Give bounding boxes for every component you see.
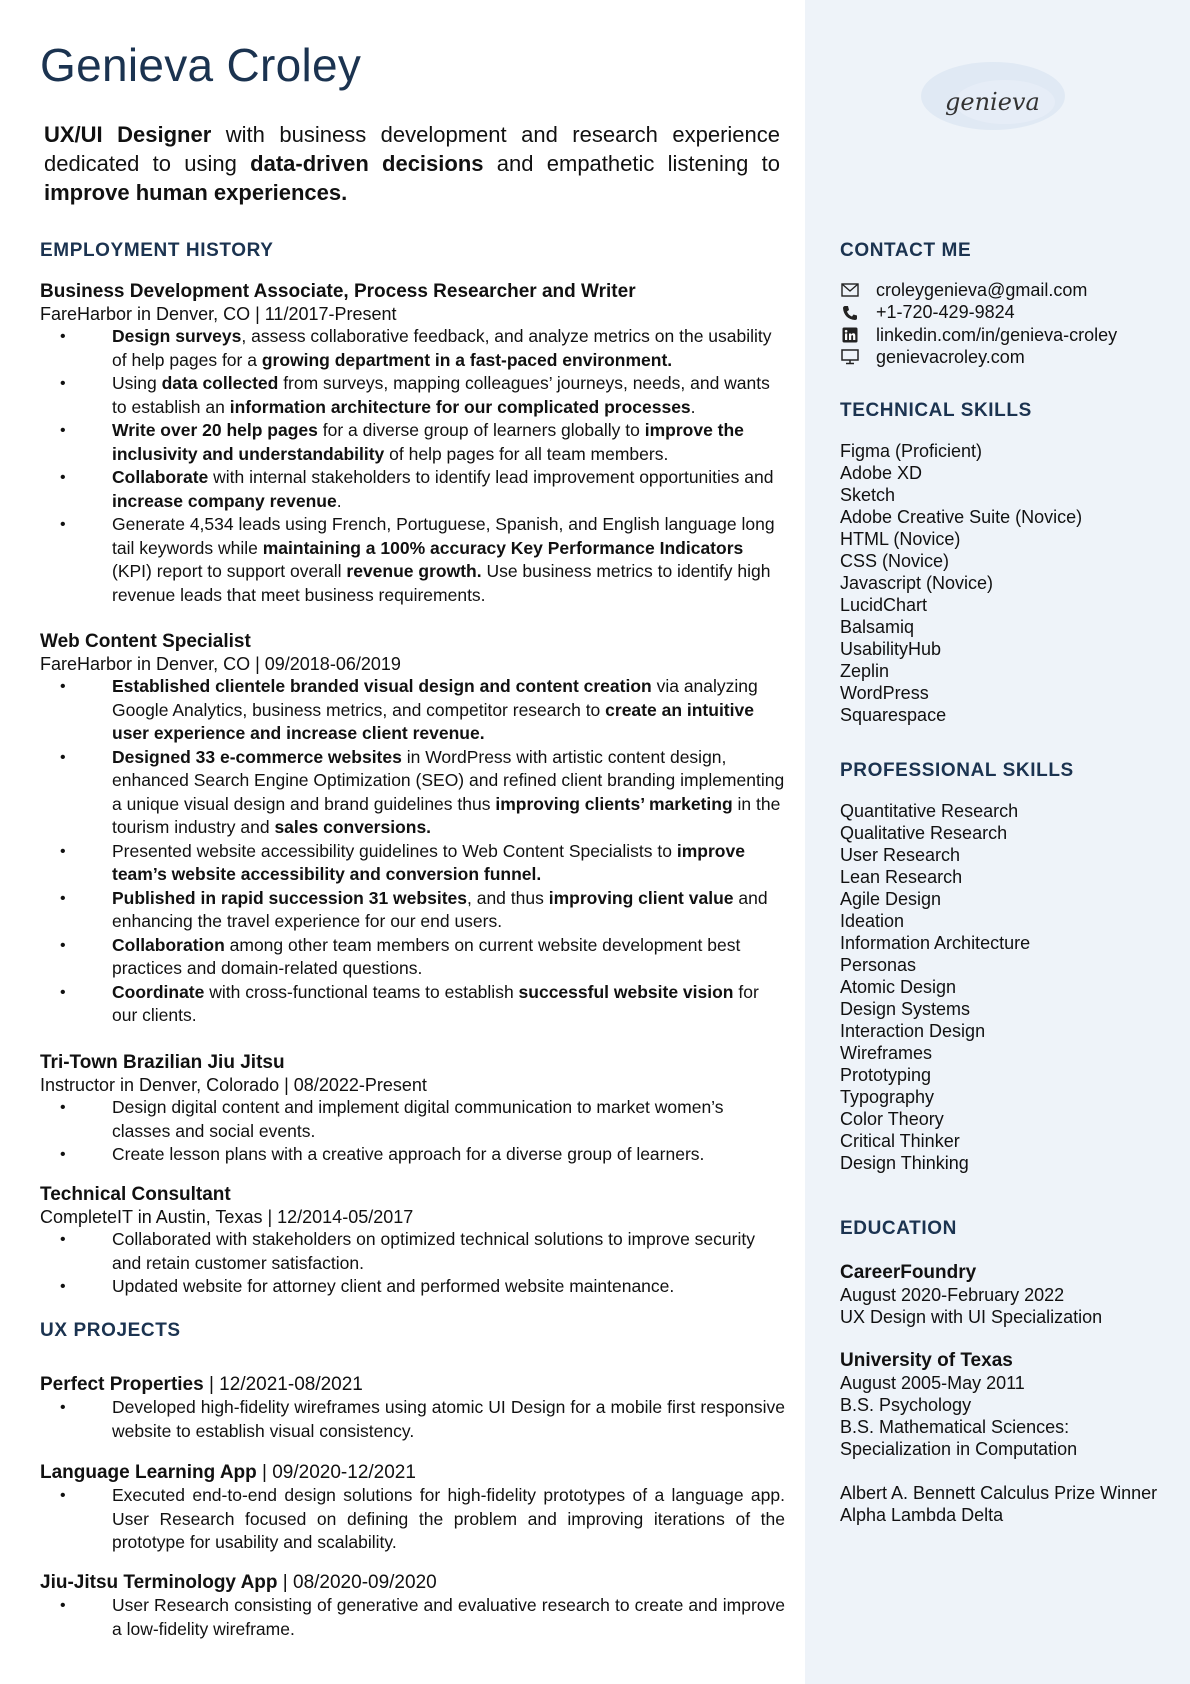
skill-item: Color Theory xyxy=(840,1109,944,1129)
job-entry xyxy=(40,1052,785,1167)
signature-logo xyxy=(905,58,1075,138)
skill-item: Wireframes xyxy=(840,1043,933,1063)
project-bullets xyxy=(40,1594,785,1641)
project-dates: | 12/2021-08/2021 xyxy=(203,1374,363,1395)
project-entry xyxy=(40,1572,785,1641)
skill-item: Interaction Design xyxy=(840,1021,986,1041)
bullet-item: • User Research consisting of generative and evaluative research to create and improve a low-fidelity wireframe. xyxy=(40,1594,785,1641)
awards-list xyxy=(840,1482,1185,1526)
skill-item: Agile Design xyxy=(840,889,942,909)
job-bullets xyxy=(40,1228,785,1299)
school-name: CareerFoundry xyxy=(840,1262,977,1283)
education-heading: EDUCATION xyxy=(840,1218,957,1239)
project-bullets xyxy=(40,1484,785,1555)
school-program: UX Design with UI Specialization xyxy=(840,1307,1103,1327)
skill-item: User Research xyxy=(840,845,961,865)
skill-item: WordPress xyxy=(840,683,929,703)
linkedin-icon xyxy=(840,326,860,344)
skill-item: Sketch xyxy=(840,485,896,505)
bullet-item: • Collaboration among other team members on current website development best practices and domain-related questions. xyxy=(40,934,785,981)
intro-summary: UX/UI Designer with business development and research experience dedicated to using data-driven decisions and empathetic listening to improve human experiences. xyxy=(44,122,780,205)
job-subtitle: CompleteIT in Austin, Texas | 12/2014-05/2017 xyxy=(40,1207,414,1227)
project-entry xyxy=(40,1374,785,1443)
linkedin-text[interactable]: linkedin.com/in/genieva-croley xyxy=(876,324,1118,345)
bullet-item: • Presented website accessibility guidelines to Web Content Specialists to improve team’s website accessibility and conversion funnel. xyxy=(40,840,785,887)
skill-item: Design Systems xyxy=(840,999,971,1019)
email-text[interactable]: croleygenieva@gmail.com xyxy=(876,280,1088,300)
bullet-item: • Developed high-fidelity wireframes using atomic UI Design for a mobile first responsive website to establish visual consistency. xyxy=(40,1396,785,1443)
skill-item: Squarespace xyxy=(840,705,947,725)
bullet-item: • Updated website for attorney client and performed website maintenance. xyxy=(40,1275,785,1299)
job-subtitle: FareHarbor in Denver, CO | 09/2018-06/2019 xyxy=(40,654,401,674)
job-bullets xyxy=(40,675,785,1028)
project-title: Language Learning App xyxy=(40,1462,257,1483)
bullet-item: • Write over 20 help pages for a diverse group of learners globally to improve the inclusivity and understandability of help pages for all team members. xyxy=(40,419,785,466)
school-degree: B.S. Psychology xyxy=(840,1395,972,1415)
phone-text[interactable]: +1-720-429-9824 xyxy=(876,302,1015,323)
contact-linkedin[interactable] xyxy=(840,324,1117,346)
bullet-item: • Executed end-to-end design solutions for high-fidelity prototypes of a language app. User Research focused on defining the problem and improving iterations of the prototype for usability and scalability. xyxy=(40,1484,785,1555)
school-degree: B.S. Mathematical Sciences: xyxy=(840,1417,1070,1437)
skill-item: Ideation xyxy=(840,911,905,931)
job-subtitle: Instructor in Denver, Colorado | 08/2022-Present xyxy=(40,1075,427,1095)
job-title: Business Development Associate, Process Researcher and Writer xyxy=(40,281,636,302)
skill-item: Information Architecture xyxy=(840,933,1031,953)
contact-list xyxy=(840,279,1117,369)
monitor-icon xyxy=(840,348,860,366)
skill-item: Lean Research xyxy=(840,867,963,887)
skill-item: HTML (Novice) xyxy=(840,529,961,549)
skill-item: Adobe XD xyxy=(840,463,923,483)
signature-text: genieva xyxy=(945,88,1040,116)
skill-item: LucidChart xyxy=(840,595,928,615)
skill-item: Typography xyxy=(840,1087,935,1107)
job-entry xyxy=(40,631,785,1028)
ux-projects-heading: UX PROJECTS xyxy=(40,1320,181,1341)
award: Albert A. Bennett Calculus Prize Winner xyxy=(840,1483,1158,1503)
bullet-item: • Collaborated with stakeholders on optimized technical solutions to improve security and retain customer satisfaction. xyxy=(40,1228,785,1275)
job-bullets xyxy=(40,1096,785,1167)
skill-item: Javascript (Novice) xyxy=(840,573,994,593)
skill-item: Prototyping xyxy=(840,1065,932,1085)
technical-skills-list xyxy=(840,440,1082,726)
contact-website[interactable] xyxy=(840,346,1117,368)
job-bullets xyxy=(40,325,785,607)
project-entry xyxy=(40,1462,785,1555)
employment-history-heading: EMPLOYMENT HISTORY xyxy=(40,240,274,261)
project-dates: | 09/2020-12/2021 xyxy=(256,1462,416,1483)
bullet-item: • Published in rapid succession 31 websites, and thus improving client value and enhancing the travel experience for our end users. xyxy=(40,887,785,934)
education-entry xyxy=(840,1350,1185,1460)
bullet-item: • Established clientele branded visual design and content creation via analyzing Google Analytics, business metrics, and competitor research to create an intuitive user experience and increase client revenue. xyxy=(40,675,785,746)
bullet-item: • Designed 33 e-commerce websites in WordPress with artistic content design, enhanced Search Engine Optimization (SEO) and refined client branding implementing a unique visual design and brand guidelines thus improving clients’ marketing in the tourism industry and sales conversions. xyxy=(40,746,785,840)
award: Alpha Lambda Delta xyxy=(840,1505,1004,1525)
technical-skills-heading: TECHNICAL SKILLS xyxy=(840,400,1032,421)
job-entry xyxy=(40,1184,785,1299)
education-entry xyxy=(840,1262,1185,1328)
skill-item: Atomic Design xyxy=(840,977,957,997)
skill-item: Figma (Proficient) xyxy=(840,441,983,461)
professional-skills-heading: PROFESSIONAL SKILLS xyxy=(840,760,1074,781)
skill-item: UsabilityHub xyxy=(840,639,942,659)
phone-icon xyxy=(840,304,860,322)
contact-heading: CONTACT ME xyxy=(840,240,972,261)
mail-icon xyxy=(840,281,860,299)
project-title: Perfect Properties xyxy=(40,1374,204,1395)
school-degree-specialization: Specialization in Computation xyxy=(840,1439,1078,1459)
bullet-item: • Design digital content and implement digital communication to market women’s classes and social events. xyxy=(40,1096,785,1143)
bullet-item: • Using data collected from surveys, mapping colleagues’ journeys, needs, and wants to establish an information architecture for our complicated processes. xyxy=(40,372,785,419)
professional-skills-list xyxy=(840,800,1030,1174)
skill-item: Balsamiq xyxy=(840,617,915,637)
bullet-item: • Collaborate with internal stakeholders to identify lead improvement opportunities and increase company revenue. xyxy=(40,466,785,513)
job-title: Tri-Town Brazilian Jiu Jitsu xyxy=(40,1052,285,1073)
bullet-item: • Coordinate with cross-functional teams to establish successful website vision for our clients. xyxy=(40,981,785,1028)
skill-item: Qualitative Research xyxy=(840,823,1008,843)
project-dates: | 08/2020-09/2020 xyxy=(277,1572,437,1593)
job-title: Technical Consultant xyxy=(40,1184,231,1205)
skill-item: Critical Thinker xyxy=(840,1131,960,1151)
candidate-name: Genieva Croley xyxy=(40,39,362,91)
website-text[interactable]: genievacroley.com xyxy=(876,347,1025,368)
job-subtitle: FareHarbor in Denver, CO | 11/2017-Present xyxy=(40,304,397,324)
project-bullets xyxy=(40,1396,785,1443)
bullet-item: • Generate 4,534 leads using French, Portuguese, Spanish, and English language long tail keywords while maintaining a 100% accuracy Key Performance Indicators (KPI) report to support overall revenue growth. Use business metrics to identify high revenue leads that meet business requirements. xyxy=(40,513,785,607)
skill-item: Personas xyxy=(840,955,917,975)
skill-item: Design Thinking xyxy=(840,1153,969,1173)
school-dates: August 2020-February 2022 xyxy=(840,1285,1065,1305)
contact-phone[interactable] xyxy=(840,301,1117,323)
school-dates: August 2005-May 2011 xyxy=(840,1373,1025,1393)
bullet-item: • Design surveys, assess collaborative feedback, and analyze metrics on the usability of help pages for a growing department in a fast-paced environment. xyxy=(40,325,785,372)
job-title: Web Content Specialist xyxy=(40,631,251,652)
skill-item: Adobe Creative Suite (Novice) xyxy=(840,507,1083,527)
bullet-item: • Create lesson plans with a creative approach for a diverse group of learners. xyxy=(40,1143,785,1167)
project-title: Jiu-Jitsu Terminology App xyxy=(40,1572,278,1593)
skill-item: CSS (Novice) xyxy=(840,551,950,571)
job-entry xyxy=(40,281,785,607)
skill-item: Zeplin xyxy=(840,661,890,681)
contact-email[interactable] xyxy=(840,279,1117,301)
skill-item: Quantitative Research xyxy=(840,801,1019,821)
school-name: University of Texas xyxy=(840,1350,1013,1371)
